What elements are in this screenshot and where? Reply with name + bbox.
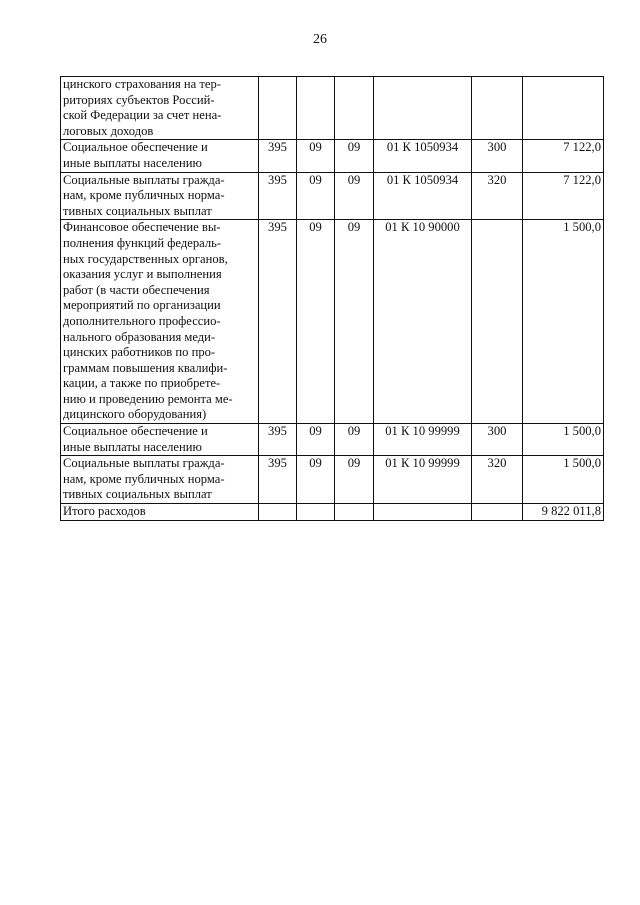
expense-type-code: 300 <box>472 424 523 456</box>
subsection-code: 09 <box>335 140 374 172</box>
item-name: цинского страхования на тер- риториях субъектов Россий- ской Федерации за счет нена- логовых доходов <box>61 77 259 140</box>
target-article-code <box>374 77 472 140</box>
table-row <box>61 424 604 456</box>
subsection-code: 09 <box>335 172 374 220</box>
section-code: 09 <box>297 172 335 220</box>
page-number: 26 <box>313 32 327 47</box>
total-amount: 9 822 011,8 <box>523 504 604 521</box>
empty-cell <box>374 504 472 521</box>
empty-cell <box>297 504 335 521</box>
amount: 1 500,0 <box>523 424 604 456</box>
ministry-code: 395 <box>259 456 297 504</box>
section-code: 09 <box>297 220 335 424</box>
ministry-code: 395 <box>259 424 297 456</box>
table-row <box>61 77 604 140</box>
subsection-code <box>335 77 374 140</box>
subsection-code: 09 <box>335 220 374 424</box>
ministry-code: 395 <box>259 172 297 220</box>
amount: 7 122,0 <box>523 172 604 220</box>
target-article-code: 01 К 10 99999 <box>374 456 472 504</box>
table-row <box>61 220 604 424</box>
target-article-code: 01 К 1050934 <box>374 172 472 220</box>
amount: 1 500,0 <box>523 456 604 504</box>
expense-type-code: 320 <box>472 172 523 220</box>
subsection-code: 09 <box>335 424 374 456</box>
section-code: 09 <box>297 424 335 456</box>
ministry-code: 395 <box>259 140 297 172</box>
empty-cell <box>472 504 523 521</box>
section-code <box>297 77 335 140</box>
item-name: Социальное обеспечение и иные выплаты населению <box>61 424 259 456</box>
ministry-code: 395 <box>259 220 297 424</box>
expense-type-code <box>472 77 523 140</box>
target-article-code: 01 К 1050934 <box>374 140 472 172</box>
total-label: Итого расходов <box>61 504 259 521</box>
table-row <box>61 140 604 172</box>
expense-type-code: 320 <box>472 456 523 504</box>
section-code: 09 <box>297 140 335 172</box>
item-name: Социальное обеспечение и иные выплаты населению <box>61 140 259 172</box>
item-name: Финансовое обеспечение вы- полнения функций федераль- ных государственных органов, оказания услуг и выполнения работ (в части обеспечения мероприятий по организации дополнительного профессио- нального образования меди- цинских работников по про- граммам повышения квалифи- кации, а также по приобрете- нию и проведению ремонта ме- дицинского оборудования) <box>61 220 259 424</box>
empty-cell <box>335 504 374 521</box>
amount: 7 122,0 <box>523 140 604 172</box>
subsection-code: 09 <box>335 456 374 504</box>
item-name: Социальные выплаты гражда- нам, кроме публичных норма- тивных социальных выплат <box>61 172 259 220</box>
target-article-code: 01 К 10 90000 <box>374 220 472 424</box>
section-code: 09 <box>297 456 335 504</box>
table-row <box>61 172 604 220</box>
target-article-code: 01 К 10 99999 <box>374 424 472 456</box>
expense-type-code <box>472 220 523 424</box>
expenditure-table <box>60 76 604 521</box>
total-row <box>61 504 604 521</box>
empty-cell <box>259 504 297 521</box>
item-name: Социальные выплаты гражда- нам, кроме публичных норма- тивных социальных выплат <box>61 456 259 504</box>
ministry-code <box>259 77 297 140</box>
expense-type-code: 300 <box>472 140 523 172</box>
amount <box>523 77 604 140</box>
amount: 1 500,0 <box>523 220 604 424</box>
table-row <box>61 456 604 504</box>
